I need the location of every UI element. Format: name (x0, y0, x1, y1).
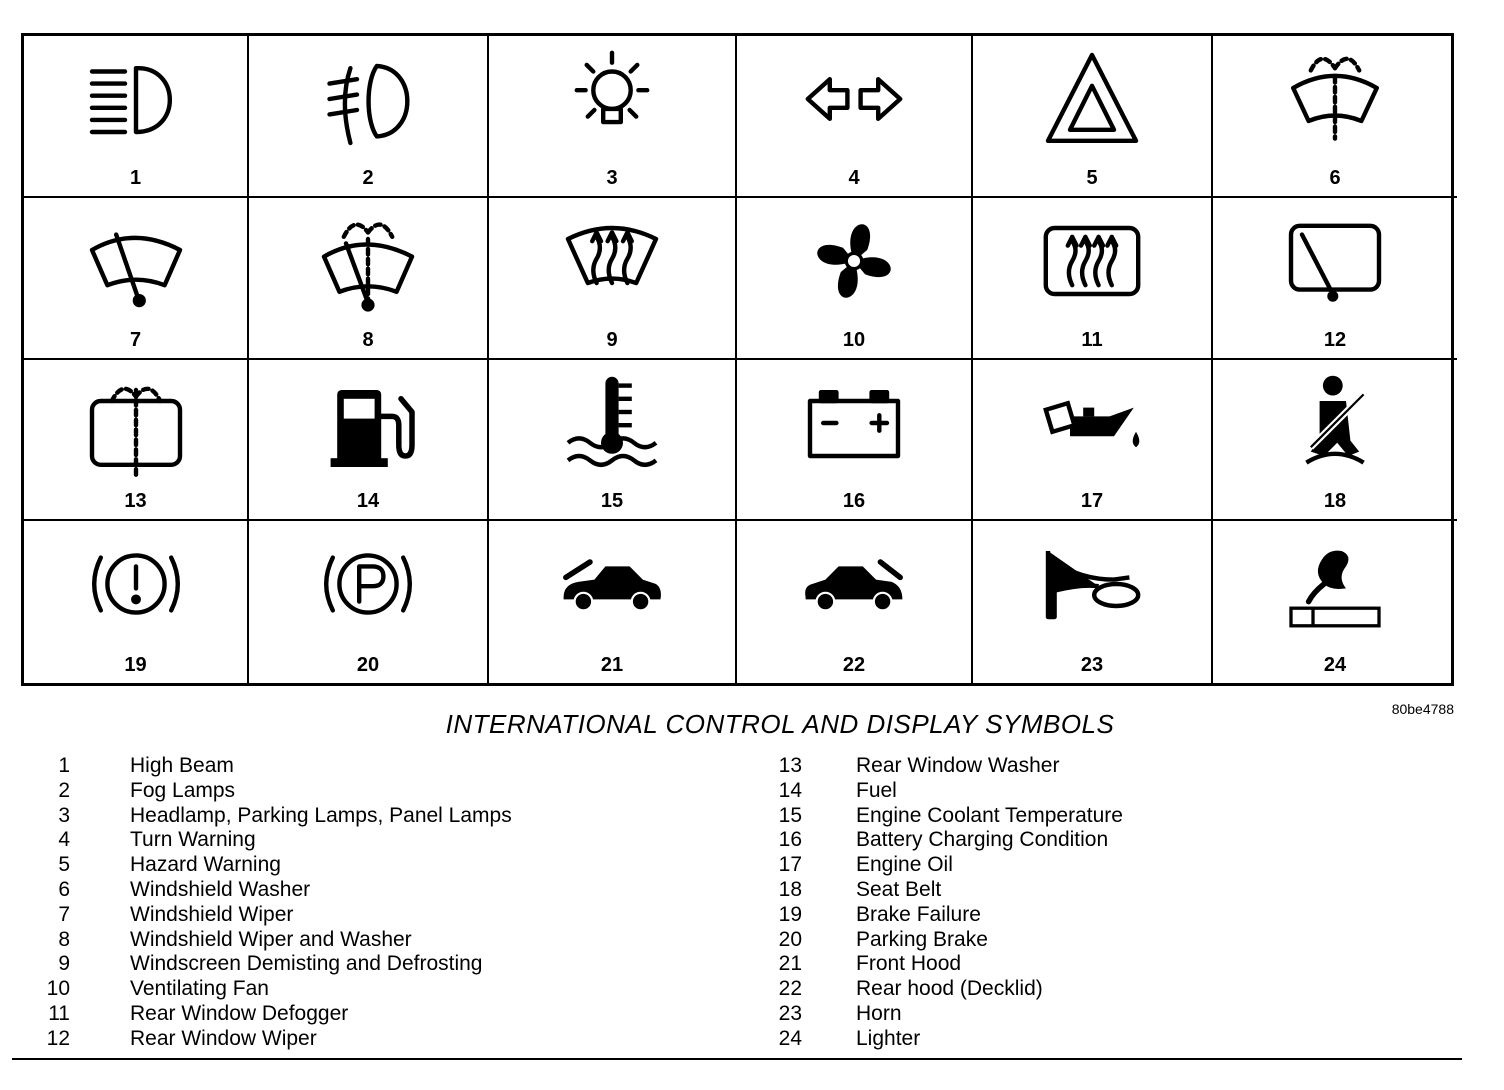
legend-label: Rear Window Washer (856, 754, 1060, 777)
lighter-icon (1280, 529, 1390, 639)
engine-oil-icon (1037, 368, 1147, 478)
legend-number: 1 (58, 754, 70, 777)
symbol-number: 23 (1080, 654, 1104, 676)
legend-number: 24 (778, 1026, 802, 1050)
legend-label: Rear Window Wiper (130, 1026, 317, 1050)
fuel-icon (313, 368, 423, 478)
hazard-warning-icon (1037, 44, 1147, 154)
symbol-number: 7 (129, 328, 142, 351)
seat-belt-icon (1280, 368, 1390, 478)
symbol-cell (737, 521, 973, 683)
legend-item (770, 804, 1470, 829)
legend-item (40, 977, 740, 1002)
turn-warning-icon (799, 44, 909, 154)
legend-number: 16 (778, 828, 802, 852)
symbol-number: 4 (848, 166, 860, 189)
legend-number: 22 (778, 977, 802, 1001)
symbol-cell (973, 198, 1213, 360)
symbol-number: 14 (356, 490, 380, 513)
legend-item (40, 828, 740, 853)
legend-left-column (40, 754, 740, 1052)
symbol-cell (1213, 521, 1457, 683)
symbol-number: 16 (842, 490, 866, 513)
windscreen-defrost-icon (557, 206, 667, 316)
symbol-number: 15 (600, 490, 624, 513)
legend-label: Engine Coolant Temperature (856, 803, 1123, 827)
legend-item (770, 977, 1470, 1002)
legend-item (40, 952, 740, 977)
legend-label: Horn (856, 1001, 902, 1025)
legend-item (40, 804, 740, 829)
legend-label: Brake Failure (856, 902, 981, 926)
symbol-number: 1 (129, 166, 142, 189)
legend-label: Windscreen Demisting and Defrosting (130, 952, 483, 976)
legend-number: 13 (778, 754, 802, 777)
legend-label: Headlamp, Parking Lamps, Panel Lamps (130, 803, 512, 827)
symbol-number: 5 (1086, 166, 1098, 189)
legend-label: Turn Warning (130, 828, 256, 852)
symbol-number: 3 (606, 166, 618, 189)
ventilating-fan-icon (799, 206, 909, 316)
legend-label: Engine Oil (856, 853, 953, 877)
legend-item (770, 853, 1470, 878)
legend-item (40, 878, 740, 903)
legend-item (770, 1002, 1470, 1027)
symbol-number: 6 (1329, 166, 1341, 189)
symbol-cell (1213, 198, 1457, 360)
symbol-cell (737, 198, 973, 360)
symbol-number: 8 (362, 328, 374, 351)
symbol-number: 21 (600, 654, 624, 676)
legend-item (770, 928, 1470, 953)
symbol-number: 20 (356, 654, 380, 676)
legend-label: Windshield Wiper (130, 902, 294, 926)
legend-item (40, 928, 740, 953)
symbol-number: 17 (1080, 490, 1104, 513)
legend-label: Windshield Wiper and Washer (130, 927, 412, 951)
symbol-cell (489, 521, 737, 683)
diagram-title: INTERNATIONAL CONTROL AND DISPLAY SYMBOLS (445, 709, 1115, 739)
parking-brake-icon (313, 529, 423, 639)
symbol-grid (21, 33, 1454, 686)
symbol-cell (737, 36, 973, 198)
legend-label: Rear hood (Decklid) (856, 977, 1043, 1001)
legend-number: 20 (778, 927, 802, 951)
symbol-number: 11 (1081, 328, 1103, 351)
legend-label: Lighter (856, 1026, 921, 1050)
legend-item (40, 1027, 740, 1052)
symbol-cell (24, 198, 249, 360)
high-beam-icon (81, 44, 191, 154)
legend-number: 12 (46, 1026, 70, 1050)
symbol-number: 24 (1323, 654, 1347, 676)
legend-label: Rear Window Defogger (130, 1001, 349, 1025)
symbol-cell (489, 360, 737, 522)
symbol-cell (24, 36, 249, 198)
rear-washer-icon (81, 368, 191, 478)
symbol-number: 9 (606, 328, 618, 351)
legend-label: Ventilating Fan (130, 977, 269, 1001)
legend-number: 4 (58, 828, 70, 852)
rear-wiper-icon (1280, 206, 1390, 316)
symbol-cell (1213, 360, 1457, 522)
legend-number: 10 (46, 977, 70, 1001)
symbol-number: 10 (842, 328, 866, 351)
legend-number: 14 (778, 778, 802, 802)
windshield-washer-icon (1280, 44, 1390, 154)
symbol-number: 19 (124, 654, 147, 676)
legend-number: 8 (58, 927, 70, 951)
legend-item (40, 853, 740, 878)
legend-item (770, 779, 1470, 804)
fog-lamps-icon (313, 44, 423, 154)
legend-number: 19 (778, 902, 802, 926)
battery-icon (799, 368, 909, 478)
symbol-cell (249, 36, 489, 198)
legend-label: High Beam (130, 754, 234, 777)
legend-label: Seat Belt (856, 877, 942, 901)
coolant-temperature-icon (557, 368, 667, 478)
legend-item (770, 878, 1470, 903)
legend-item (40, 779, 740, 804)
symbol-cell (24, 521, 249, 683)
legend-item (770, 1027, 1470, 1052)
legend-item (770, 952, 1470, 977)
symbol-cell (973, 360, 1213, 522)
legend-item (40, 1002, 740, 1027)
legend-number: 15 (778, 803, 802, 827)
legend-number: 3 (58, 803, 70, 827)
symbol-cell (249, 521, 489, 683)
symbol-number: 18 (1323, 490, 1347, 513)
front-hood-icon (557, 529, 667, 639)
rear-hood-icon (799, 529, 909, 639)
legend-right-column (770, 754, 1470, 1052)
legend-number: 9 (58, 952, 70, 976)
legend-number: 7 (58, 902, 70, 926)
symbol-number: 13 (124, 490, 147, 513)
legend-item (770, 903, 1470, 928)
wiper-and-washer-icon (313, 206, 423, 316)
brake-failure-icon (81, 529, 191, 639)
bottom-rule (12, 1058, 1462, 1060)
legend-number: 17 (778, 853, 802, 877)
horn-icon (1037, 529, 1147, 639)
legend-number: 11 (48, 1001, 70, 1025)
symbol-cell (973, 36, 1213, 198)
windshield-wiper-icon (81, 206, 191, 316)
rear-defogger-icon (1037, 206, 1147, 316)
symbol-number: 22 (842, 654, 866, 676)
symbol-cell (737, 360, 973, 522)
legend-item (40, 754, 740, 779)
reference-code: 80be4788 (1391, 701, 1454, 717)
symbol-number: 12 (1323, 328, 1347, 351)
symbol-cell (249, 360, 489, 522)
symbol-cell (489, 36, 737, 198)
legend-number: 2 (58, 778, 70, 802)
symbol-cell (489, 198, 737, 360)
legend-item (770, 754, 1470, 779)
symbol-cell (24, 360, 249, 522)
legend-item (770, 828, 1470, 853)
legend-label: Front Hood (856, 952, 962, 976)
symbol-number: 2 (362, 166, 374, 189)
symbol-cell (1213, 36, 1457, 198)
legend-label: Windshield Washer (130, 877, 311, 901)
legend-number: 21 (778, 952, 802, 976)
legend-number: 18 (778, 877, 802, 901)
legend-label: Fog Lamps (130, 778, 236, 802)
legend-label: Fuel (856, 778, 897, 802)
lamps-icon (557, 44, 667, 154)
legend-number: 5 (58, 853, 70, 877)
symbol-cell (973, 521, 1213, 683)
legend-label: Battery Charging Condition (856, 828, 1109, 852)
symbol-cell (249, 198, 489, 360)
legend-label: Parking Brake (856, 927, 988, 951)
legend-label: Hazard Warning (130, 853, 281, 877)
legend-number: 6 (58, 877, 70, 901)
legend-number: 23 (778, 1001, 802, 1025)
legend-item (40, 903, 740, 928)
